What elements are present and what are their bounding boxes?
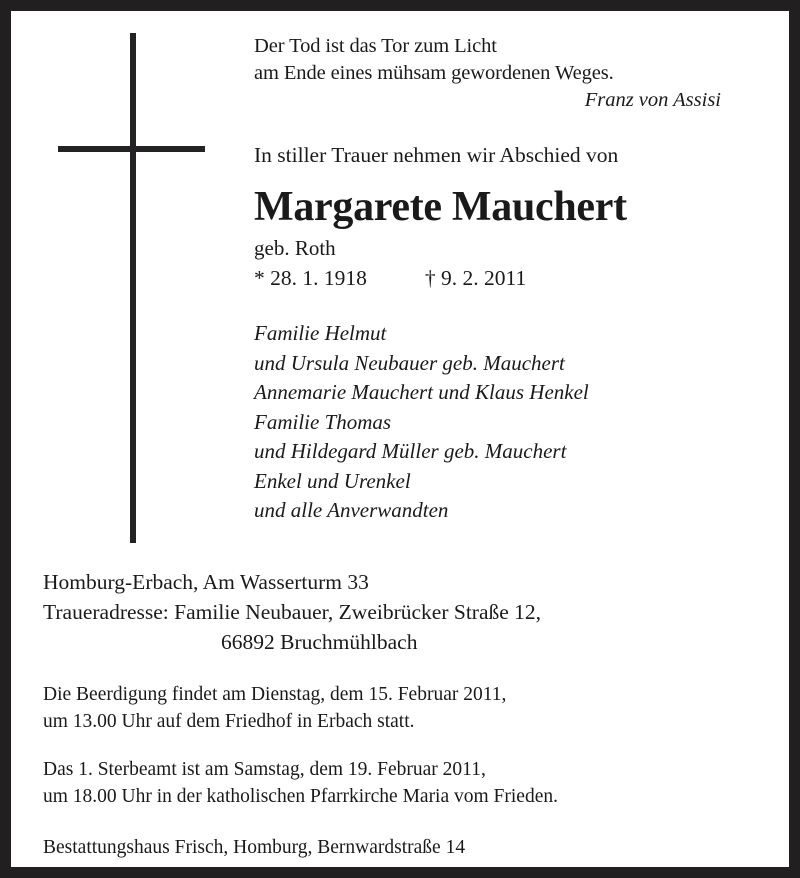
mass-line: um 18.00 Uhr in der katholischen Pfarrkirche Maria vom Frieden. xyxy=(43,786,558,807)
epigraph-attribution: Franz von Assisi xyxy=(584,89,721,111)
lower-text-block xyxy=(43,567,763,861)
survivor-line: Familie Helmut xyxy=(254,321,387,345)
epigraph-quote xyxy=(254,33,766,87)
salutation-text: In stiller Trauer nehmen wir Abschied von xyxy=(254,143,619,167)
cross-icon xyxy=(11,11,251,556)
survivor-line: Enkel und Urenkel xyxy=(254,468,411,493)
funeral-line: Die Beerdigung findet am Dienstag, dem 15. Februar 2011, xyxy=(43,684,507,705)
address-block xyxy=(43,567,763,657)
upper-text-column xyxy=(254,33,766,526)
survivor-line: Annemarie Mauchert und Klaus Henkel xyxy=(254,380,589,404)
condolence-address: Traueradresse: Familie Neubauer, Zweibrücker Straße 12, xyxy=(43,600,542,624)
mass-line: Das 1. Sterbeamt ist am Samstag, dem 19. Februar 2011, xyxy=(43,759,486,780)
survivor-line: und Hildegard Müller geb. Mauchert xyxy=(254,439,567,463)
survivor-line: und alle Anverwandten xyxy=(254,498,449,522)
cross-horizontal-bar xyxy=(58,146,205,152)
epigraph-line: am Ende eines mühsam gewordenen Weges. xyxy=(254,62,614,84)
cross-vertical-bar xyxy=(130,33,136,543)
epigraph-line: Der Tod ist das Tor zum Licht xyxy=(254,35,497,57)
survivor-line: Familie Thomas xyxy=(254,409,392,434)
birth-date: * 28. 1. 1918 xyxy=(254,266,367,290)
death-date: † 9. 2. 2011 xyxy=(424,266,527,290)
undertaker-credit: Bestattungshaus Frisch, Homburg, Bernwardstraße 14 xyxy=(43,837,466,858)
survivors-list xyxy=(254,319,766,526)
deceased-name: Margarete Mauchert xyxy=(254,184,627,230)
residence-address: Homburg-Erbach, Am Wasserturm 33 xyxy=(43,570,369,594)
notice-inner-area xyxy=(11,11,789,867)
condolence-address-city: 66892 Bruchmühlbach xyxy=(221,630,418,654)
deceased-maiden-name: geb. Roth xyxy=(254,236,336,260)
survivor-line: und Ursula Neubauer geb. Mauchert xyxy=(254,350,565,375)
funeral-line: um 13.00 Uhr auf dem Friedhof in Erbach statt. xyxy=(43,711,415,732)
deceased-life-dates xyxy=(254,264,766,293)
memorial-mass-details xyxy=(43,756,763,810)
funeral-service-details xyxy=(43,681,763,735)
